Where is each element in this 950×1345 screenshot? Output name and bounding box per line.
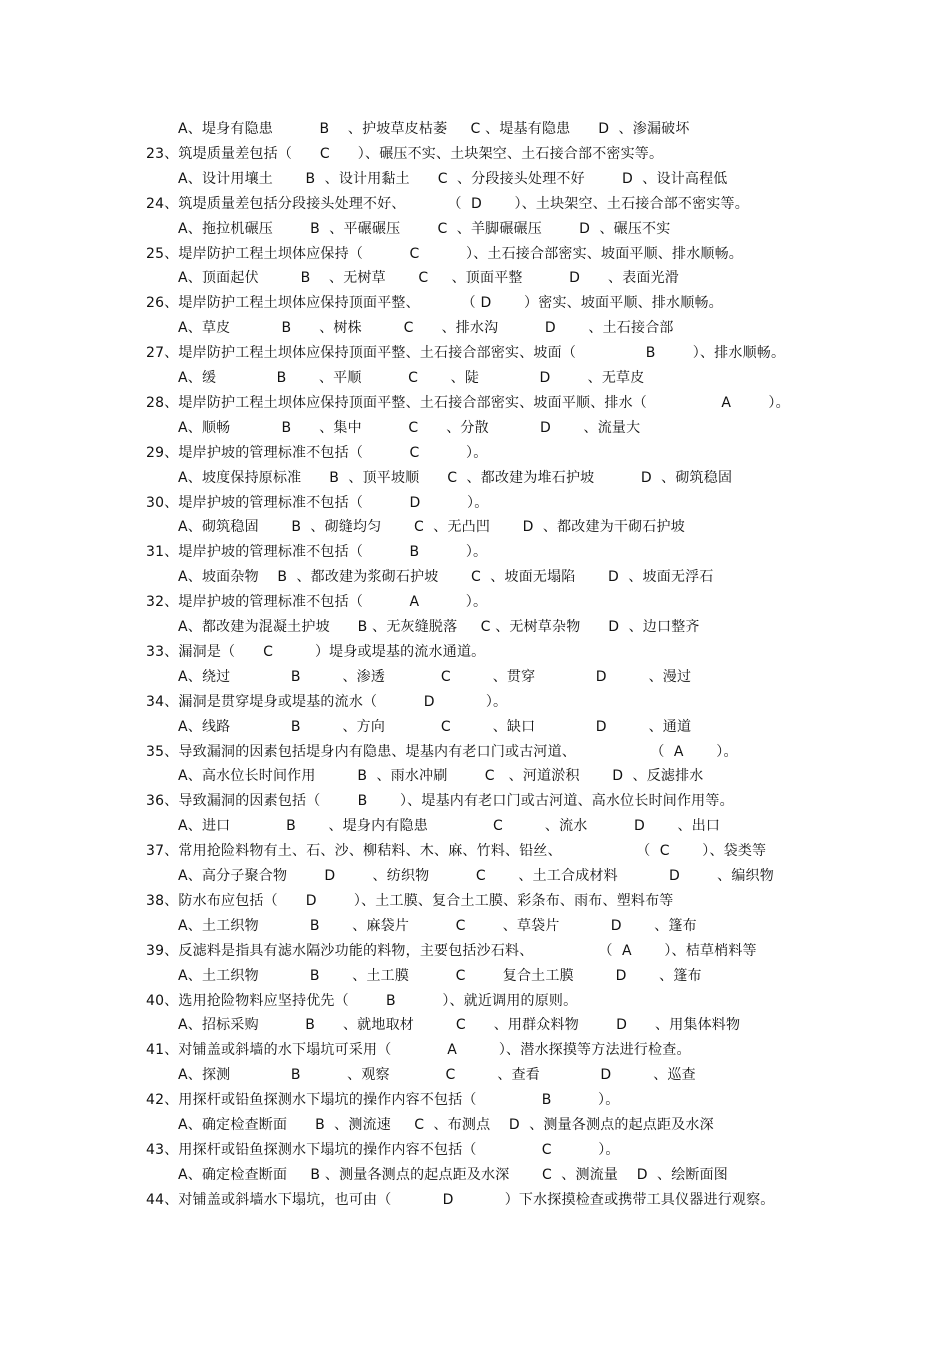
answer-options-line: A、砌筑稳固 B 、砌缝均匀 C 、无凸凹 D 、都改建为干砌石护坡 [178,519,685,536]
question-line: 38、防水布应包括（ D ）、土工膜、复合土工膜、彩条布、雨布、塑料布等 [146,892,674,909]
answer-options-line: A、都改建为混凝土护坡 B 、无灰缝脱落 C 、无树草杂物 D 、边口整齐 [178,619,700,635]
answer-options-line: A、探测 B 、观察 C 、查看 D 、巡查 [178,1067,696,1084]
question-line: 30、堤岸护坡的管理标准不包括（ D ）。 [146,494,489,511]
question-line: 25、堤岸防护工程土坝体应保持（ C ）、土石接合部密实、坡面平顺、排水顺畅。 [146,245,743,262]
answer-options-line: A、土工织物 B 、麻袋片 C 、草袋片 D 、篷布 [178,917,697,934]
question-line: 27、堤岸防护工程土坝体应保持顶面平整、土石接合部密实、坡面（ B ）、排水顺畅。 [146,345,786,362]
question-line: 37、常用抢险料物有土、石、沙、柳秸料、木、麻、竹料、铅丝、 （ C ）、袋类等 [146,843,767,860]
answer-options-line: A、高分子聚合物 D 、纺织物 C 、土工合成材料 D 、编织物 [178,868,774,884]
answer-options-line: A、草皮 B 、树株 C 、排水沟 D 、土石接合部 [178,320,674,337]
question-line: 23、筑堤质量差包括（ C ）、碾压不实、土块架空、土石接合部不密实等。 [146,145,664,162]
answer-options-line: A、顺畅 B 、集中 C 、分散 D 、流量大 [178,419,641,436]
question-line: 26、堤岸防护工程土坝体应保持顶面平整、 （ D ）密实、坡面平顺、排水顺畅。 [146,295,723,312]
question-line: 36、导致漏洞的因素包括（ B ）、堤基内有老口门或古河道、高水位长时间作用等。 [146,793,734,810]
question-line: 33、漏洞是（ C ）堤身或堤基的流水通道。 [146,643,486,660]
question-line: 40、选用抢险物料应坚持优先（ B ）、就近调用的原则。 [146,992,578,1009]
question-line: 31、堤岸护坡的管理标准不包括（ B ）。 [146,544,488,561]
answer-options-line: A、确定检查断面 B 、测量各测点的起点距及水深 C 、测流量 D 、绘断面图 [178,1166,728,1183]
answer-options-line: A、招标采购 B 、就地取材 C 、用群众料物 D 、用集体料物 [178,1017,741,1034]
question-line: 35、导致漏洞的因素包括堤身内有隐患、堤基内有老口门或古河道、 （ A ）。 [146,743,738,760]
answer-options-line: A、坡度保持原标准 B 、顶平坡顺 C 、都改建为堆石护坡 D 、砌筑稳固 [178,469,733,486]
question-line: 42、用探杆或铅鱼探测水下塌坑的操作内容不包括（ B ）。 [146,1092,620,1109]
answer-options-line: A、设计用壤土 B 、设计用黏土 C 、分段接头处理不好 D 、设计高程低 [178,170,728,187]
answer-options-line: A、绕过 B 、渗透 C 、贯穿 D 、漫过 [178,668,692,685]
answer-options-line: A、顶面起伏 B 、无树草 C 、顶面平整 D 、表面光滑 [178,270,679,287]
question-line: 34、漏洞是贯穿堤身或堤基的流水（ D ）。 [146,693,508,710]
answer-options-line: A、缓 B 、平顺 C 、陡 D 、无草皮 [178,370,645,386]
answer-options-line: A、土工织物 B 、土工膜 C 复合土工膜 D 、篷布 [178,967,702,984]
answer-options-line: A、进口 B 、堤身内有隐患 C 、流水 D 、出口 [178,818,721,835]
answer-options-line: A、堤身有隐患 B 、护坡草皮枯萎 C 、堤基有隐患 D 、渗漏破坏 [178,121,690,137]
question-line: 43、用探杆或铅鱼探测水下塌坑的操作内容不包括（ C ）。 [146,1141,620,1158]
answer-options-line: A、坡面杂物 B 、都改建为浆砌石护坡 C 、坡面无塌陷 D 、坡面无浮石 [178,569,714,586]
question-line: 41、对铺盖或斜墙的水下塌坑可采用（ A ）、潜水探摸等方法进行检查。 [146,1042,691,1059]
answer-options-line: A、确定检查断面 B 、测流速 C 、布测点 D 、测量各测点的起点距及水深 [178,1117,714,1133]
question-line: 29、堤岸护坡的管理标准不包括（ C ）。 [146,444,488,461]
answer-options-line: A、高水位长时间作用 B 、雨水冲刷 C 、河道淤积 D 、反滤排水 [178,768,704,785]
question-line: 24、筑堤质量差包括分段接头处理不好、 （ D ）、土块架空、土石接合部不密实等。 [146,195,749,212]
answer-options-line: A、线路 B 、方向 C 、缺口 D 、通道 [178,718,692,735]
question-line: 39、反滤料是指具有滤水隔沙功能的料物，主要包括沙石料、 （ A ）、桔草梢料等 [146,942,757,959]
question-line: 44、对铺盖或斜墙水下塌坑，也可由（ D ）下水探摸检查或携带工具仪器进行观察。 [146,1191,775,1208]
answer-options-line: A、拖拉机碾压 B 、平碾碾压 C 、羊脚碾碾压 D 、碾压不实 [178,220,671,237]
question-line: 32、堤岸护坡的管理标准不包括（ A ）。 [146,594,488,611]
question-line: 28、堤岸防护工程土坝体应保持顶面平整、土石接合部密实、坡面平顺、排水（ A ）。 [146,394,790,411]
